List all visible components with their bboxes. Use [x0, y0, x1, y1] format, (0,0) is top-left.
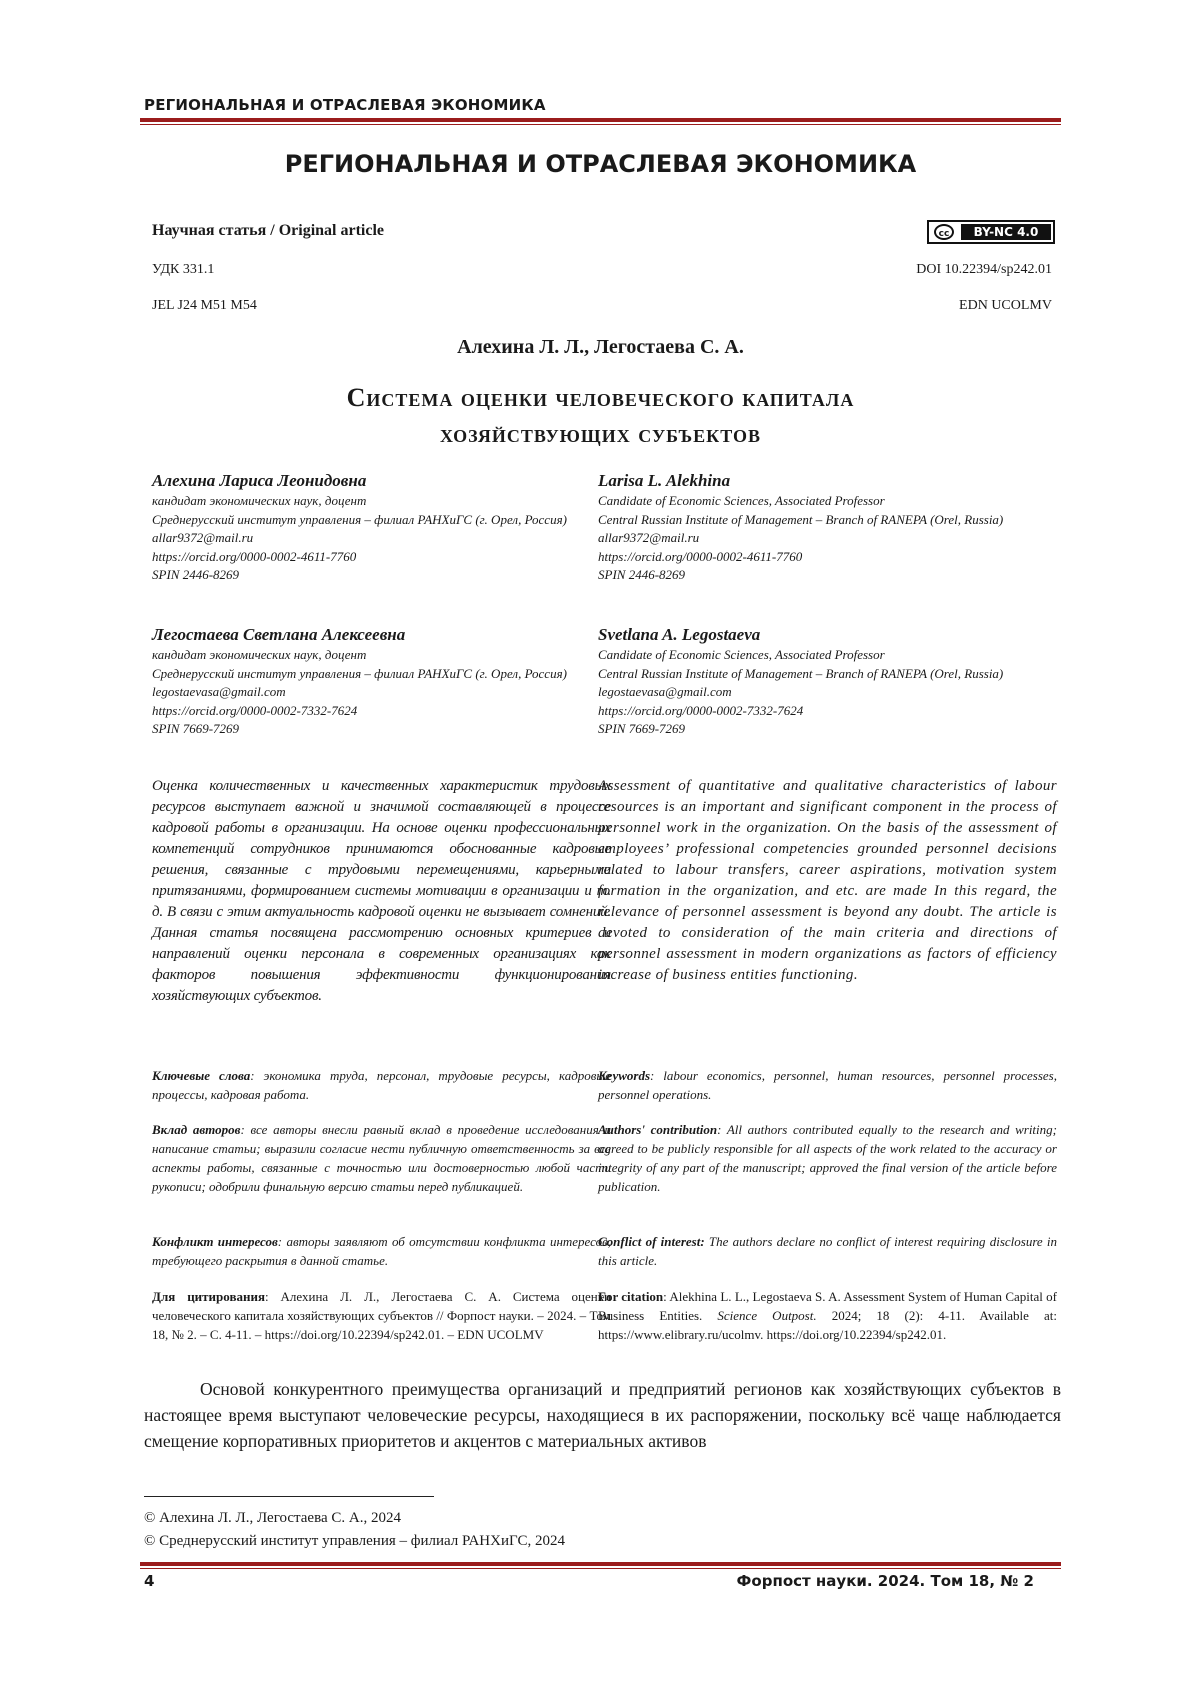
author-orcid[interactable]: https://orcid.org/0000-0002-7332-7624 [152, 702, 358, 718]
contribution-en [598, 1120, 1057, 1196]
keywords-text: : экономика труда, персонал, трудовые ресурсы, кадровые процессы, кадровая работа. [152, 1068, 611, 1102]
footnote-rule [144, 1496, 434, 1497]
title-line-2: хозяйствующих субъектов [440, 419, 761, 448]
citation-journal: Science Outpost. [717, 1308, 817, 1323]
cc-icon: cc [934, 224, 954, 240]
author-spin: SPIN 7669-7269 [152, 721, 240, 736]
section-title: РЕГИОНАЛЬНАЯ И ОТРАСЛЕВАЯ ЭКОНОМИКА [284, 150, 917, 178]
contribution-label: Authors' contribution [598, 1122, 718, 1137]
journal-footer: Форпост науки. 2024. Том 18, № 2 [736, 1572, 1034, 1590]
author-name: Легостаева Светлана Алексеевна [152, 625, 406, 644]
citation-label: For citation [598, 1289, 664, 1304]
author-email[interactable]: legostaevasa@gmail.com [152, 684, 286, 699]
author-spin: SPIN 7669-7269 [598, 721, 686, 736]
conflict-label: Conflict of interest: [598, 1234, 705, 1249]
abstract-ru: Оценка количественных и качественных характеристик трудовых ресурсов выступает важной и значимой составляющей в процессе кадровой работы в организации. На основе оценки профессиональных компетенций сотрудников принимаются обоснованные кадровые решения, связанные с трудовыми перемещениями, карьерными притязаниями, формированием системы мотивации в организации и т. д. В связи с этим актуальность кадровой оценки не вызывает сомнений. Данная статья посвящена рассмотрению основных критериев и направлений оценки персонала в современных организациях как факторов повышения эффективности функционирования хозяйствующих субъектов. [152, 778, 611, 1004]
contribution-text: : All authors contributed equally to the research and writing; agreed to be publicly responsible for all aspects of the work related to the accuracy or integrity of any part of the manuscript; approved the final version of the article before publication. [598, 1122, 1057, 1194]
citation-ru [152, 1287, 611, 1344]
contribution-label: Вклад авторов [152, 1122, 241, 1137]
license-badge[interactable] [927, 220, 1055, 244]
article-title [140, 380, 1061, 452]
footer-rule [140, 1562, 1061, 1569]
copyright-institute: © Среднерусский институт управления – филиал РАНХиГС, 2024 [144, 1533, 565, 1549]
keywords-label: Keywords [598, 1068, 650, 1083]
keywords-en [598, 1066, 1057, 1104]
keywords-label: Ключевые слова [152, 1068, 251, 1083]
citation-text: : Алехина Л. Л., Легостаева С. А. Система оценки человеческого капитала хозяйствующих субъектов // Форпост науки. – 2024. – Том 18, № 2. – С. 4-11. – https://doi.org/10.22394/sp242.01. – EDN UCOLMV [152, 1289, 611, 1342]
edn: EDN UCOLMV [959, 298, 1052, 313]
author-name: Алехина Лариса Леонидовна [152, 471, 367, 490]
body-paragraph [144, 1376, 1061, 1454]
contribution-ru [152, 1120, 611, 1196]
author-email[interactable]: allar9372@mail.ru [598, 530, 700, 545]
doi[interactable]: DOI 10.22394/sp242.01 [916, 262, 1052, 277]
author-degree: Candidate of Economic Sciences, Associated Professor [598, 493, 885, 508]
author-affiliation: Central Russian Institute of Management – Branch of RANEPA (Orel, Russia) [598, 511, 1004, 527]
running-head: РЕГИОНАЛЬНАЯ И ОТРАСЛЕВАЯ ЭКОНОМИКА [144, 96, 546, 114]
authors-line: Алехина Л. Л., Легостаева С. А. [457, 336, 744, 358]
contribution-text: : все авторы внесли равный вклад в проведение исследования и написание статьи; выразили согласие нести публичную ответственность за все аспекты работы, связанные с точностью или достоверностью любой части рукописи; одобрили финальную версию статьи перед публикацией. [152, 1122, 611, 1194]
conflict-en [598, 1232, 1057, 1270]
author-orcid[interactable]: https://orcid.org/0000-0002-4611-7760 [152, 548, 357, 564]
author-name: Svetlana A. Legostaeva [598, 625, 761, 644]
author-name: Larisa L. Alekhina [598, 471, 731, 490]
citation-en [598, 1287, 1057, 1344]
author-orcid[interactable]: https://orcid.org/0000-0002-4611-7760 [598, 548, 803, 564]
author-spin: SPIN 2446-8269 [152, 567, 240, 582]
udk: УДК 331.1 [152, 262, 215, 277]
keywords-ru [152, 1066, 611, 1104]
author-affiliation: Central Russian Institute of Management – Branch of RANEPA (Orel, Russia) [598, 665, 1004, 681]
author-spin: SPIN 2446-8269 [598, 567, 686, 582]
author-orcid[interactable]: https://orcid.org/0000-0002-7332-7624 [598, 702, 804, 718]
conflict-text: : авторы заявляют об отсутствии конфликта интересов, требующего раскрытия в данной статье. [152, 1234, 611, 1268]
author-en-1 [598, 470, 1057, 585]
author-affiliation: Среднерусский институт управления – филиал РАНХиГС (г. Орел, Россия) [152, 665, 567, 681]
author-email[interactable]: legostaevasa@gmail.com [598, 684, 732, 699]
conflict-label: Конфликт интересов [152, 1234, 278, 1249]
article-type: Научная статья / Original article [152, 222, 384, 239]
citation-text-end: 2024; 18 (2): 4-11. Available at: https://www.elibrary.ru/ucolmv. https://doi.org/10.22394/sp242.01. [598, 1308, 1057, 1342]
citation-label: Для цитирования [152, 1289, 265, 1304]
citation-text: : Alekhina L. L., Legostaeva S. A. Assessment System of Human Capital of Business Entities. [598, 1289, 1058, 1323]
author-degree: Candidate of Economic Sciences, Associated Professor [598, 647, 885, 662]
author-ru-1 [152, 470, 611, 585]
author-ru-2 [152, 624, 611, 739]
author-email[interactable]: allar9372@mail.ru [152, 530, 254, 545]
conflict-text: The authors declare no conflict of interest requiring disclosure in this article. [598, 1234, 1058, 1268]
page-number: 4 [144, 1572, 155, 1590]
author-affiliation: Среднерусский институт управления – филиал РАНХиГС (г. Орел, Россия) [152, 511, 567, 527]
copyright-authors: © Алехина Л. Л., Легостаева С. А., 2024 [144, 1510, 401, 1526]
title-line-1: Система оценки человеческого капитала [346, 383, 855, 412]
author-degree: кандидат экономических наук, доцент [152, 647, 367, 662]
keywords-text: : labour economics, personnel, human resources, personnel processes, personnel operations. [598, 1068, 1057, 1102]
abstract-en: Assessment of quantitative and qualitative characteristics of labour resources is an important and significant component in the process of personnel work in the organization. On the basis of the assessment of employees’ professional competencies grounded personnel decisions related to labour transfers, career aspirations, motivation system formation in the organization, and etc. are made In this regard, the relevance of personnel assessment is beyond any doubt. The article is devoted to consideration of the main criteria and directions of personnel assessment in modern organizations as factors of efficiency increase of business entities functioning. [598, 778, 1057, 983]
author-en-2 [598, 624, 1057, 739]
license-label: BY-NC 4.0 [961, 224, 1051, 240]
header-rule [140, 118, 1061, 125]
body-text: Основой конкурентного преимущества организаций и предприятий регионов как хозяйствующих субъектов в настоящее время выступают человеческие ресурсы, находящиеся в их распоряжении, поскольку всё чаще наблюдается смещение корпоративных приоритетов и акцентов с материальных активов [144, 1379, 1061, 1451]
author-degree: кандидат экономических наук, доцент [152, 493, 367, 508]
conflict-ru [152, 1232, 611, 1270]
jel: JEL J24 M51 M54 [152, 298, 257, 313]
